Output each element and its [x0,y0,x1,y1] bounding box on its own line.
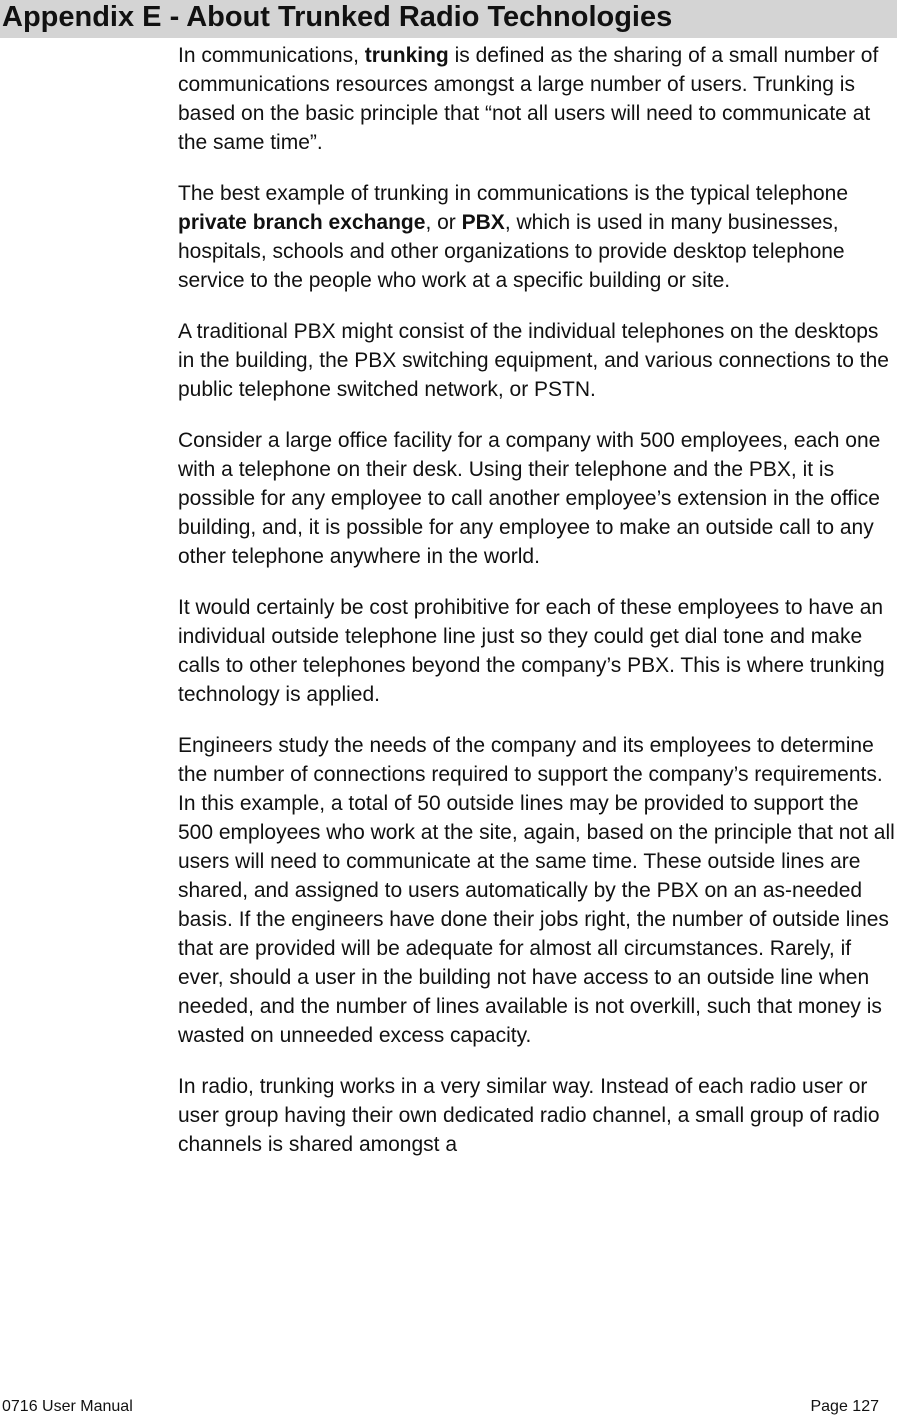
paragraph-engineers-study: Engineers study the needs of the company and its employees to determine the number of connections required to support the company’s requirements. In this example, a total of 50 outside lines may be provided to support the 500 employees who work at the site, again, based on the principle that not all users will need to communicate at the same time. These outside lines are shared, and assigned to users automatically by the PBX on an as-needed basis. If the engineers have done their jobs right, the number of outside lines that are provided will be adequate for almost all circumstances. Rarely, if ever, should a user in the building not have access to an outside line when needed, and the number of lines available is not overkill, such that money is wasted on unneeded excess capacity. [178,734,895,1047]
title-bar [0,0,897,38]
footer-page-number: Page 127 [810,1398,879,1415]
paragraph-pbx-example [178,179,897,295]
paragraph-radio-trunking: In radio, trunking works in a very similar way. Instead of each radio user or user group having their own dedicated radio channel, a small group of radio channels is shared amongst a [178,1075,880,1156]
page-title: Appendix E - About Trunked Radio Technologies [2,1,673,33]
text-run: , which is used in many businesses, hospitals, schools and other organizations to provide desktop telephone service to the people who work at a specific building or site. [178,211,845,292]
paragraph-office-facility: Consider a large office facility for a company with 500 employees, each one with a telephone on their desk. Using their telephone and the PBX, it is possible for any employee to call another employee’s extension in the office building, and, it is possible for any employee to make an outside call to any other telephone anywhere in the world. [178,429,881,568]
term-private-branch-exchange: private branch exchange [178,211,426,234]
paragraph-traditional-pbx: A traditional PBX might consist of the individual telephones on the desktops in the building, the PBX switching equipment, and various connections to the public telephone switched network, or PSTN. [178,320,889,401]
term-trunking: trunking [364,44,449,67]
text-run: is defined as the sharing of a small number of communications resources amongst a large number of users. Trunking is based on the basic principle that “not all users will need to communicate at the same time”. [178,44,879,154]
body-text [178,41,897,1159]
term-pbx: PBX [461,211,505,234]
text-run: , or [425,211,462,234]
paragraph-trunking-definition [178,41,897,157]
text-run: The best example of trunking in communications is the typical telephone [178,182,849,205]
paragraph-cost-prohibitive: It would certainly be cost prohibitive for each of these employees to have an individual outside telephone line just so they could get dial tone and make calls to other telephones beyond the company’s PBX. This is where trunking technology is applied. [178,596,885,706]
footer-manual-name: 0716 User Manual [2,1398,133,1415]
text-run: In communications, [178,44,365,67]
